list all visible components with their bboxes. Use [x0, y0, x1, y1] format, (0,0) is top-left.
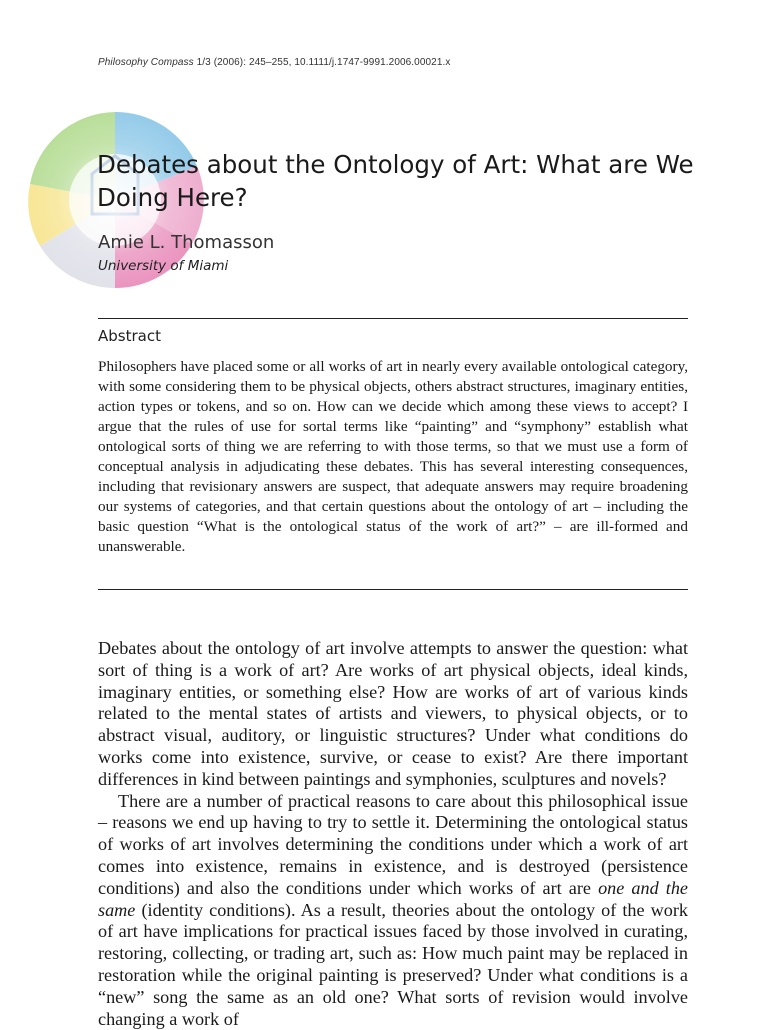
abstract-bottom-rule [98, 589, 688, 590]
body-paragraph-2 [98, 791, 688, 1030]
body-paragraph-2-text-a: There are a number of practical reasons to care about this philosophical issue – reasons we end up having to try to settle it. Determining the ontological status of works of art involves determining the conditions under which a work of art comes into existence, remains in existence, and is destroyed (persistence conditions) and also the conditions under which works of art are [98, 790, 688, 898]
citation: 1/3 (2006): 245–255, 10.1111/j.1747-9991.2006.00021.x [193, 57, 451, 68]
article-body [98, 638, 688, 1030]
body-paragraph-2-text-b: (identity conditions). As a result, theories about the ontology of the work of art have implications for practical issues faced by those involved in curating, restoring, collecting, or trading art, such as: How much paint may be replaced in restoration while the original painting is preserved? Under what conditions is a “new” song the same as an old one? What sorts of revision would involve changing a work of [98, 899, 688, 1029]
body-paragraph-1: Debates about the ontology of art involve attempts to answer the question: what sort of thing is a work of art? Are works of art physical objects, ideal kinds, imaginary entities, or something else? How are works of art of various kinds related to the mental states of artists and viewers, to physical objects, or to abstract visual, auditory, or linguistic structures? Under what conditions do works come into existence, survive, or cease to exist? Are there important differences in kind between paintings and symphonies, sculptures and novels? [98, 638, 688, 789]
body-paragraph-2-emphasis: one and the same [98, 877, 688, 920]
article-title: Debates about the Ontology of Art: What are We Doing Here? [97, 150, 694, 212]
abstract-heading: Abstract [98, 327, 161, 345]
abstract-text: Philosophers have placed some or all works of art in nearly every available ontological category, with some considering them to be physical objects, others abstract structures, imaginary entities, action types or tokens, and so on. How can we decide which among these views to accept? I argue that the rules of use for sortal terms like “painting” and “symphony” establish what ontological sorts of thing we are referring to with those terms, so that we must use a form of conceptual analysis in adjudicating these debates. This has several interesting consequences, including that revisionary answers are suspect, that adequate answers may require broadening our systems of categories, and that certain questions about the ontology of art – including the basic question “What is the ontological status of the work of art?” – are ill-formed and unanswerable. [98, 358, 688, 555]
running-head [98, 57, 450, 68]
author-name: Amie L. Thomasson [98, 232, 275, 253]
journal-name: Philosophy Compass [98, 57, 194, 68]
author-affiliation: University of Miami [98, 258, 229, 274]
abstract-top-rule [98, 318, 688, 319]
